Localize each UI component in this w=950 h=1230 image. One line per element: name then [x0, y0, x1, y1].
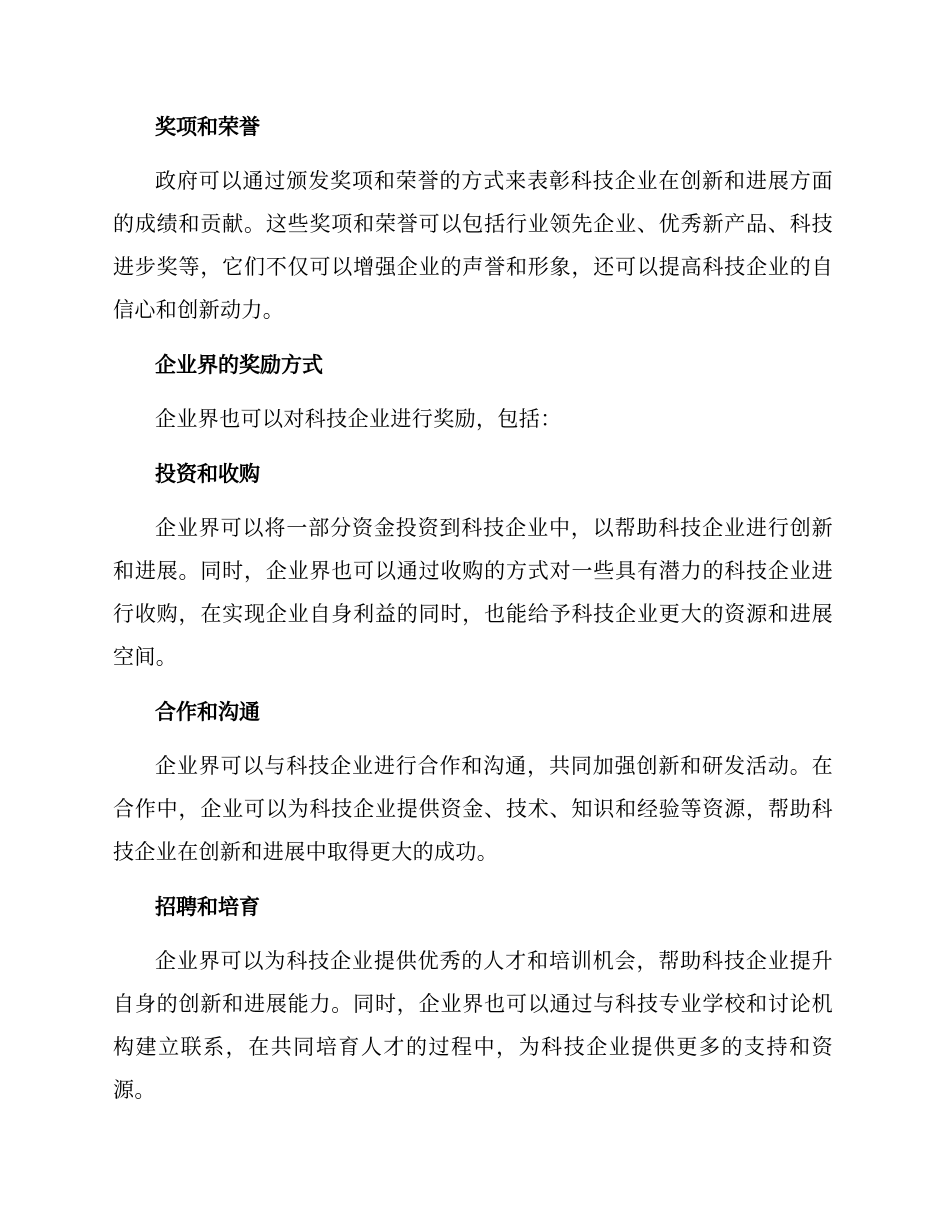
- section-heading-investment: 投资和收购: [155, 462, 260, 486]
- section-body-recruitment: 企业界可以为科技企业提供优秀的人才和培训机会，帮助科技企业提升自身的创新和进展能力。同时，企业界也可以通过与科技专业学校和讨论机构建立联系，在共同培育人才的过程中，为科技企业提供更多的支持和资源。: [113, 949, 833, 1102]
- section-heading-cooperation: 合作和沟通: [155, 700, 260, 724]
- section-body-awards: 政府可以通过颁发奖项和荣誉的方式来表彰科技企业在创新和进展方面的成绩和贡献。这些奖项和荣誉可以包括行业领先企业、优秀新产品、科技进步奖等，它们不仅可以增强企业的声誉和形象，还可以提高科技企业的自信心和创新动力。: [113, 169, 833, 322]
- section-heading-awards: 奖项和荣誉: [155, 115, 260, 139]
- document-page: [113, 106, 833, 1124]
- section-heading-corporate-rewards: 企业界的奖励方式: [155, 353, 323, 377]
- section-body-investment: 企业界可以将一部分资金投资到科技企业中，以帮助科技企业进行创新和进展。同时，企业界也可以通过收购的方式对一些具有潜力的科技企业进行收购，在实现企业自身利益的同时，也能给予科技企业更大的资源和进展空间。: [113, 516, 833, 669]
- section-body-corporate-rewards: 企业界也可以对科技企业进行奖励，包括：: [155, 407, 562, 431]
- section-heading-recruitment: 招聘和培育: [155, 895, 260, 919]
- section-body-cooperation: 企业界可以与科技企业进行合作和沟通，共同加强创新和研发活动。在合作中，企业可以为科技企业提供资金、技术、知识和经验等资源，帮助科技企业在创新和进展中取得更大的成功。: [113, 754, 833, 864]
